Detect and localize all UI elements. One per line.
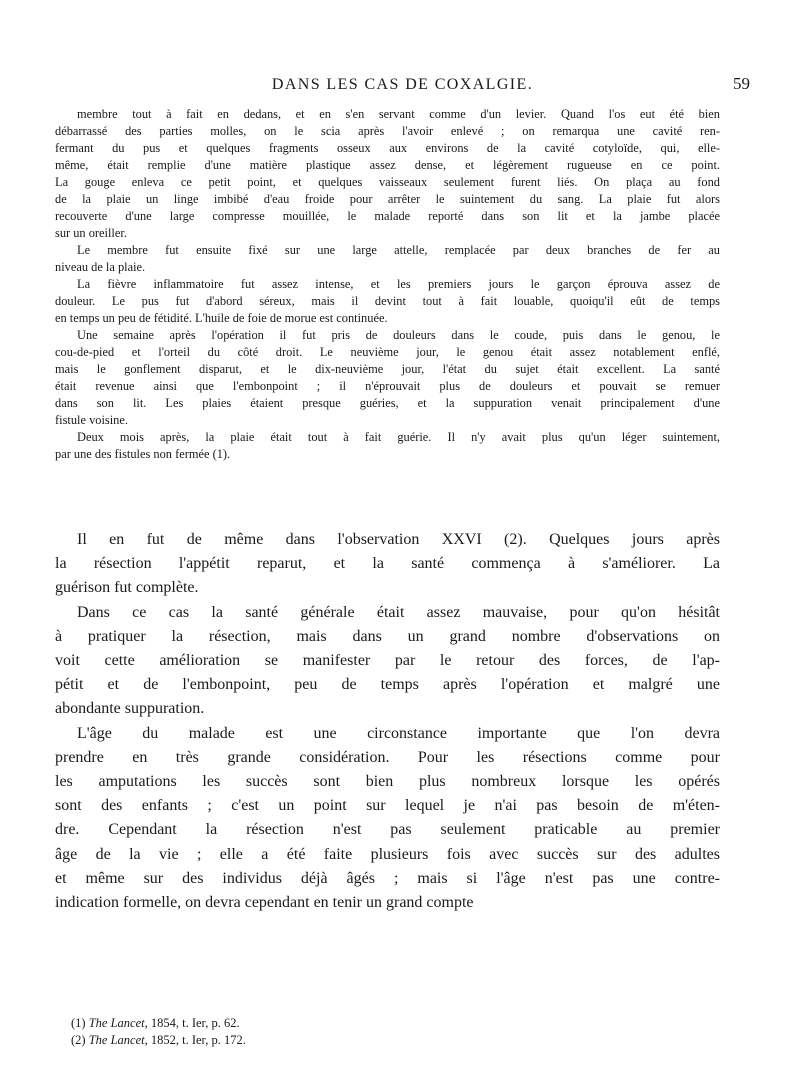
case-report-line: niveau de la plaie. [55, 260, 146, 274]
case-report-line: La gouge enleva ce petit point, et quelques vaisseaux seulement furent liés. On plaça au fond [55, 175, 720, 189]
case-report-line: recouverte d'une large compresse mouillée, le malade reporté dans son lit et la jambe placée [55, 209, 720, 223]
page-header [55, 76, 750, 100]
case-report-line: La fièvre inflammatoire fut assez intense, et les premiers jours le garçon éprouva assez de [77, 277, 720, 291]
footnote [55, 1032, 720, 1049]
case-report-paragraph [55, 242, 720, 276]
body-paragraph [55, 601, 720, 722]
case-report-paragraph [55, 276, 720, 327]
case-report-text [55, 106, 720, 463]
body-line: les amputations les succès sont bien plus nombreux lorsque les opérés [55, 773, 720, 791]
body-line: L'âge du malade est une circonstance importante que l'on devra [77, 724, 720, 742]
body-line: guérison fut complète. [55, 579, 199, 597]
case-report-line: en temps un peu de fétidité. L'huile de foie de morue est continuée. [55, 311, 388, 325]
footnote [55, 1015, 720, 1032]
body-line: à pratiquer la résection, mais dans un grand nombre d'observations on [55, 627, 720, 645]
footnote-reference: , 1852, t. Ier, p. 172. [144, 1033, 246, 1047]
case-report-line: était revenue ainsi que l'embonpoint ; il n'éprouvait plus de douleurs et pouvait se remuer [55, 379, 720, 393]
footnote-reference: , 1854, t. Ier, p. 62. [144, 1016, 240, 1030]
case-report-line: Le membre fut ensuite fixé sur une large attelle, remplacée par deux branches de fer au [77, 243, 720, 257]
case-report-line: débarrassé des parties molles, on le scia après l'avoir enlevé ; on remarqua une cavité ren- [55, 124, 720, 138]
body-paragraph [55, 528, 720, 601]
footnote-source: The Lancet [88, 1033, 145, 1047]
case-report-line: fermant du pus et quelques fragments osseux aux environs de la cavité cotyloïde, qui, elle- [55, 141, 720, 155]
body-line: dre. Cependant la résection n'est pas seulement praticable au premier [55, 821, 720, 839]
body-line: et même sur des individus déjà âgés ; mais si l'âge n'est pas une contre- [55, 869, 720, 887]
body-line: abondante suppuration. [55, 700, 205, 718]
case-report-line: même, était remplie d'une matière plastique assez dense, et légèrement rugueuse en ce point. [55, 158, 720, 172]
case-report-line: membre tout à fait en dedans, et en s'en servant comme d'un levier. Quand l'os eut été bien [77, 107, 720, 121]
case-report-line: fistule voisine. [55, 413, 128, 427]
body-line: pétit et de l'embonpoint, peu de temps après l'opération et malgré une [55, 676, 720, 694]
body-paragraph [55, 722, 720, 916]
running-head: DANS LES CAS DE COXALGIE. [271, 76, 534, 93]
case-report-line: douleur. Le pus fut d'abord séreux, mais il devint tout à fait louable, quoiqu'il eût de temps [55, 294, 720, 308]
body-line: sont des enfants ; c'est un point sur lequel je n'ai pas besoin de m'éten- [55, 797, 720, 815]
body-line: la résection l'appétit reparut, et la santé commença à s'améliorer. La [55, 555, 720, 573]
body-line: voit cette amélioration se manifester par le retour des forces, de l'ap- [55, 652, 720, 670]
case-report-line: par une des fistules non fermée (1). [55, 447, 231, 461]
case-report-paragraph [55, 429, 720, 463]
case-report-line: Deux mois après, la plaie était tout à fait guérie. Il n'y avait plus qu'un léger suintement, [77, 430, 720, 444]
footnote-source: The Lancet [88, 1016, 145, 1030]
case-report-line: cou-de-pied et l'orteil du côté droit. Le neuvième jour, le genou était assez notablement enflé, [55, 345, 720, 359]
body-line: indication formelle, on devra cependant en tenir un grand compte [55, 894, 474, 912]
case-report-line: de la plaie un linge imbibé d'eau froide pour arrêter le suintement du sang. La plaie fut alors [55, 192, 720, 206]
case-report-line: Une semaine après l'opération il fut pris de douleurs dans le coude, puis dans le genou, le [77, 328, 720, 342]
page-number: 59 [733, 74, 750, 93]
body-line: Il en fut de même dans l'observation XXVI (2). Quelques jours après [77, 531, 720, 548]
body-line: âge de la vie ; elle a été faite plusieurs fois avec succès sur des adultes [55, 845, 720, 863]
footnotes [55, 1015, 720, 1049]
case-report-line: dans son lit. Les plaies étaient presque guéries, et la suppuration venait principalement d'une [55, 396, 720, 410]
case-report-paragraph [55, 106, 720, 242]
case-report-line: mais le gonflement disparut, et le dix-neuvième jour, l'état du sujet était excellent. La santé [55, 362, 720, 376]
case-report-line: sur un oreiller. [55, 226, 127, 240]
footnote-mark: (1) [71, 1016, 86, 1030]
body-text [55, 528, 720, 915]
footnote-mark: (2) [71, 1033, 86, 1047]
body-line: prendre en très grande considération. Pour les résections comme pour [55, 748, 720, 766]
body-line: Dans ce cas la santé générale était assez mauvaise, pour qu'on hésitât [77, 603, 720, 621]
case-report-paragraph [55, 327, 720, 429]
